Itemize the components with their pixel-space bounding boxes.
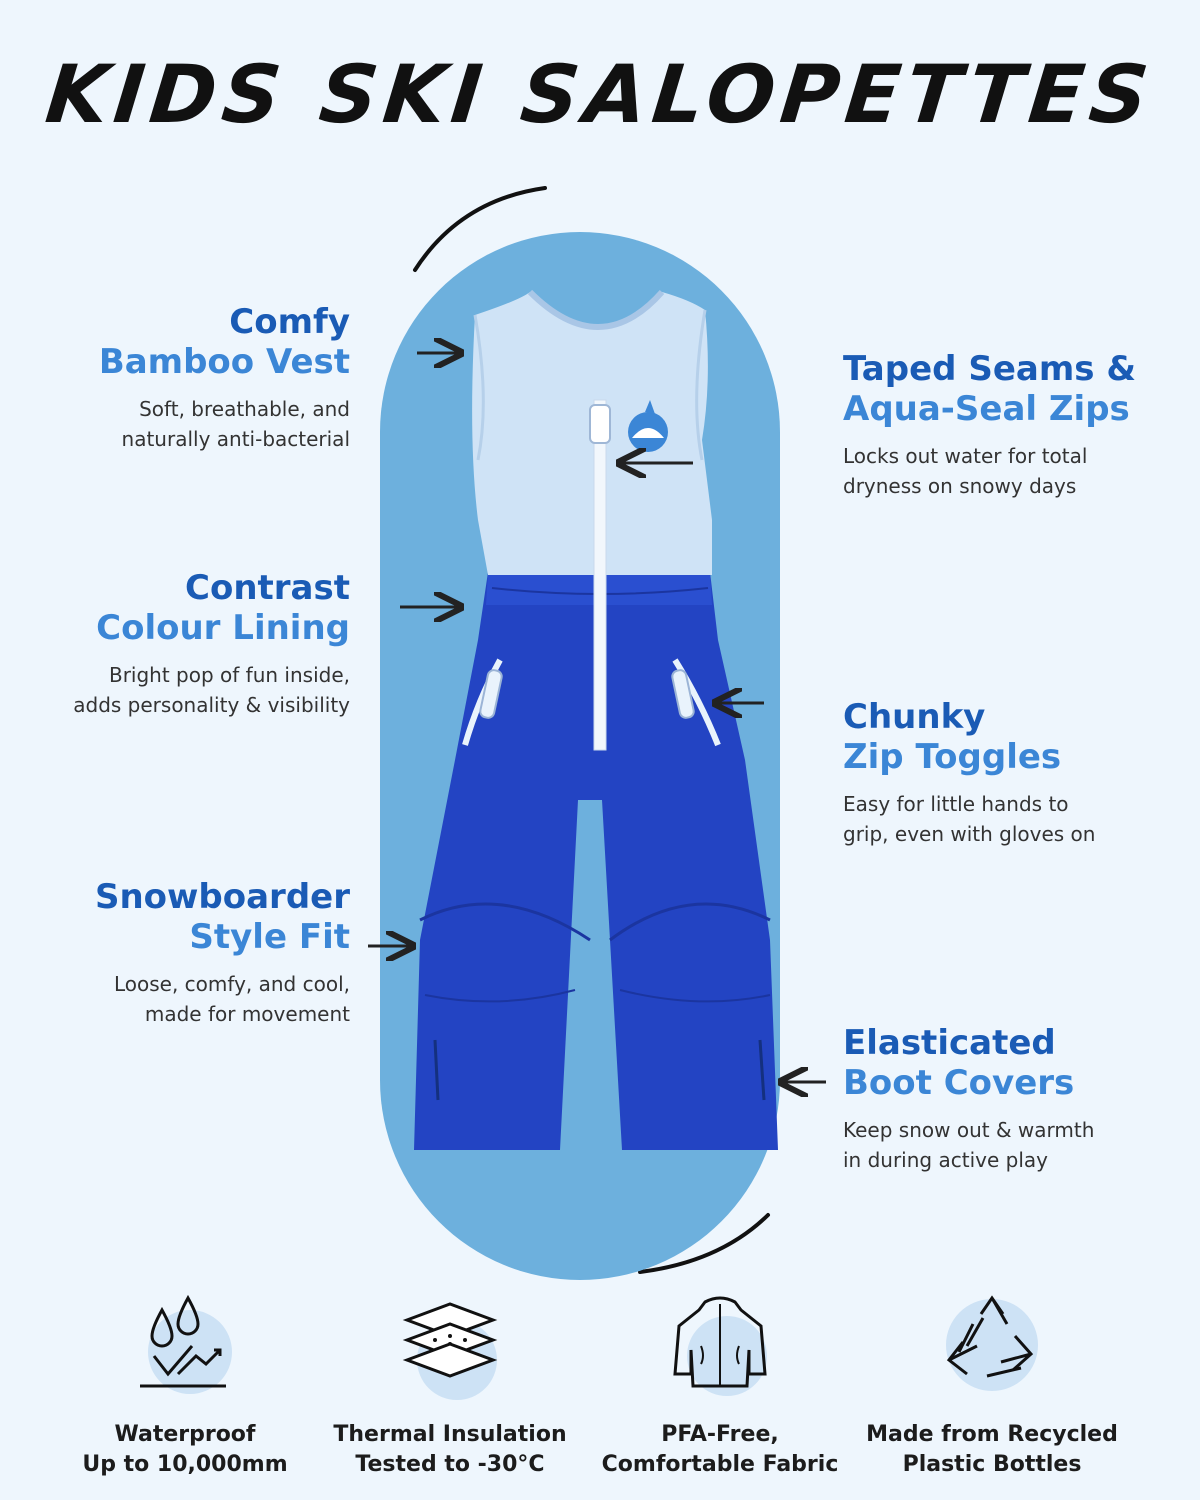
feature-title: Snowboarder bbox=[94, 877, 350, 917]
feature-bamboo-vest bbox=[20, 302, 350, 454]
badge-waterproof bbox=[50, 1290, 320, 1480]
feature-title: Elasticated bbox=[843, 1023, 1056, 1063]
feature-taped-seams bbox=[843, 349, 1183, 501]
badge-subtitle: Plastic Bottles bbox=[902, 1452, 1082, 1477]
feature-title: Chunky bbox=[843, 697, 986, 737]
feature-snowboarder-fit bbox=[20, 877, 350, 1029]
feature-title: Contrast bbox=[185, 568, 350, 608]
page-title: KIDS SKI SALOPETTES bbox=[41, 48, 1159, 141]
jacket-fabric-icon bbox=[665, 1290, 775, 1400]
feature-desc-line: Loose, comfy, and cool, bbox=[113, 972, 350, 996]
feature-title: Comfy bbox=[229, 302, 350, 342]
feature-desc-line: Bright pop of fun inside, bbox=[108, 663, 350, 687]
badge-pfa-free bbox=[585, 1290, 855, 1480]
badge-title: Thermal Insulation bbox=[333, 1422, 567, 1447]
badge-subtitle: Up to 10,000mm bbox=[82, 1452, 288, 1477]
feature-description bbox=[20, 394, 350, 454]
feature-desc-line: Easy for little hands to bbox=[843, 792, 1069, 816]
feature-title: Taped Seams & bbox=[843, 349, 1136, 389]
badge-subtitle: Tested to -30°C bbox=[355, 1452, 545, 1477]
feature-title: Zip Toggles bbox=[843, 737, 1062, 777]
feature-title: Bamboo Vest bbox=[98, 342, 350, 382]
feature-boot-covers bbox=[843, 1023, 1183, 1175]
feature-description bbox=[20, 969, 350, 1029]
feature-desc-line: in during active play bbox=[843, 1148, 1048, 1172]
feature-zip-toggles bbox=[843, 697, 1183, 849]
feature-desc-line: Keep snow out & warmth bbox=[843, 1118, 1095, 1142]
feature-contrast-lining bbox=[20, 568, 350, 720]
recycle-icon bbox=[937, 1290, 1047, 1400]
feature-desc-line: Locks out water for total bbox=[843, 444, 1088, 468]
feature-desc-line: grip, even with gloves on bbox=[843, 822, 1096, 846]
feature-desc-line: made for movement bbox=[144, 1002, 350, 1026]
feature-desc-line: naturally anti-bacterial bbox=[121, 427, 350, 451]
feature-desc-line: dryness on snowy days bbox=[843, 474, 1077, 498]
feature-description bbox=[843, 789, 1183, 849]
feature-description bbox=[843, 1115, 1183, 1175]
feature-title: Boot Covers bbox=[843, 1063, 1075, 1103]
badge-title: Made from Recycled bbox=[866, 1422, 1118, 1447]
feature-desc-line: Soft, breathable, and bbox=[139, 397, 350, 421]
feature-title: Style Fit bbox=[189, 917, 350, 957]
feature-title: Aqua-Seal Zips bbox=[843, 389, 1130, 429]
badge-title: PFA-Free, bbox=[661, 1422, 779, 1447]
feature-title: Colour Lining bbox=[96, 608, 350, 648]
feature-description bbox=[20, 660, 350, 720]
badge-subtitle: Comfortable Fabric bbox=[601, 1452, 839, 1477]
insulation-layers-icon bbox=[395, 1290, 505, 1400]
waterproof-drops-icon bbox=[130, 1290, 240, 1400]
feature-description bbox=[843, 441, 1183, 501]
feature-desc-line: adds personality & visibility bbox=[73, 693, 350, 717]
badge-thermal bbox=[315, 1290, 585, 1480]
badge-title: Waterproof bbox=[114, 1422, 256, 1447]
badge-recycled bbox=[857, 1290, 1127, 1480]
